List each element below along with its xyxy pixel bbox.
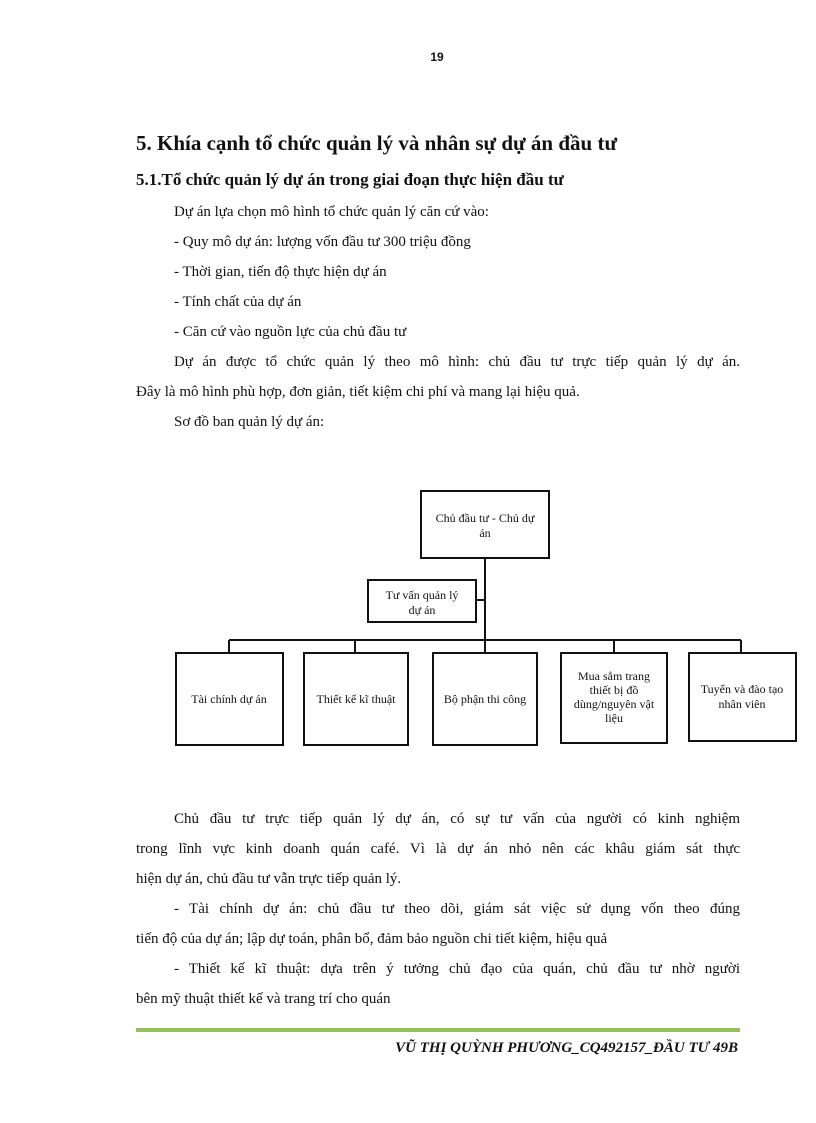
footer-author: VŨ THỊ QUỲNH PHƯƠNG_CQ492157_ĐẦU TƯ 49B [395,1040,738,1056]
body-p3-line2: bên mỹ thuật thiết kế và trang trí cho quán [136,991,391,1007]
body-p1-line3: hiện dự án, chủ đầu tư vẫn trực tiếp quản lý. [136,871,402,887]
body-p1-line1: Chủ đầu tư trực tiếp quản lý dự án, có sự tư vấn của người có kinh nghiệm [174,811,740,827]
box-construction [433,653,537,745]
body-p2-line2: tiến độ của dự án; lập dự toán, phân bổ, đảm bảo nguồn chi tiết kiệm, hiệu quả [136,931,608,947]
box-procurement-line4: liệu [605,711,623,725]
body-p1-line2: trong lĩnh vực kinh doanh quán café. Vì là dự án nhỏ nên các khâu giám sát thực [136,841,740,857]
model-line-2: Đây là mô hình phù hợp, đơn giản, tiết kiệm chi phí và mang lại hiệu quả. [136,384,580,400]
body-p2-line1: - Tài chính dự án: chủ đầu tư theo dõi, giám sát việc sử dụng vốn theo đúng [174,901,740,917]
box-construction-line1: Bộ phận thi công [443,692,527,706]
box-owner [421,491,549,558]
box-procurement-line2: thiết bị đồ [589,683,639,697]
page-number: 19 [430,50,444,64]
box-finance [176,653,283,745]
box-procurement-line3: dùng/nguyên vật [573,697,655,711]
subsection-heading: 5.1.Tổ chức quản lý dự án trong giai đoạn thực hiện đầu tư [136,170,564,189]
section-heading: 5. Khía cạnh tổ chức quản lý và nhân sự dự án đầu tư [136,131,618,155]
box-advisor [368,580,476,622]
intro-lead: Dự án lựa chọn mô hình tổ chức quản lý căn cứ vào: [174,204,489,220]
box-hr-line2: nhân viên [718,697,766,711]
box-advisor-line1: Tư vấn quản lý [385,588,459,602]
box-finance-line1: Tài chính dự án [191,692,267,706]
body-p3-line1: - Thiết kế kĩ thuật: dựa trên ý tưởng chủ đạo của quán, chủ đầu tư nhờ người [174,961,740,977]
box-hr-line1: Tuyển và đào tạo [700,682,784,696]
box-owner-line2: án [479,526,491,540]
box-owner-line1: Chủ đầu tư - Chủ dự [435,511,535,525]
bullet-nature: - Tính chất của dự án [174,294,302,310]
bullet-resources: - Căn cứ vào nguồn lực của chủ đầu tư [174,324,407,340]
model-line-1: Dự án được tổ chức quản lý theo mô hình: chủ đầu tư trực tiếp quản lý dự án. [174,354,740,370]
bullet-time: - Thời gian, tiến độ thực hiện dự án [174,264,387,280]
box-design-line1: Thiết kế kĩ thuật [316,692,396,706]
box-design [304,653,408,745]
box-advisor-line2: dự án [408,603,436,617]
diagram-caption: Sơ đồ ban quản lý dự án: [174,414,325,430]
footer-rule [136,1028,740,1032]
box-procurement-line1: Mua sắm trang [578,669,650,683]
bullet-scale: - Quy mô dự án: lượng vốn đầu tư 300 triệu đồng [174,234,471,250]
org-chart-connectors [229,558,741,653]
box-procurement [561,653,667,743]
box-hr [689,653,796,741]
